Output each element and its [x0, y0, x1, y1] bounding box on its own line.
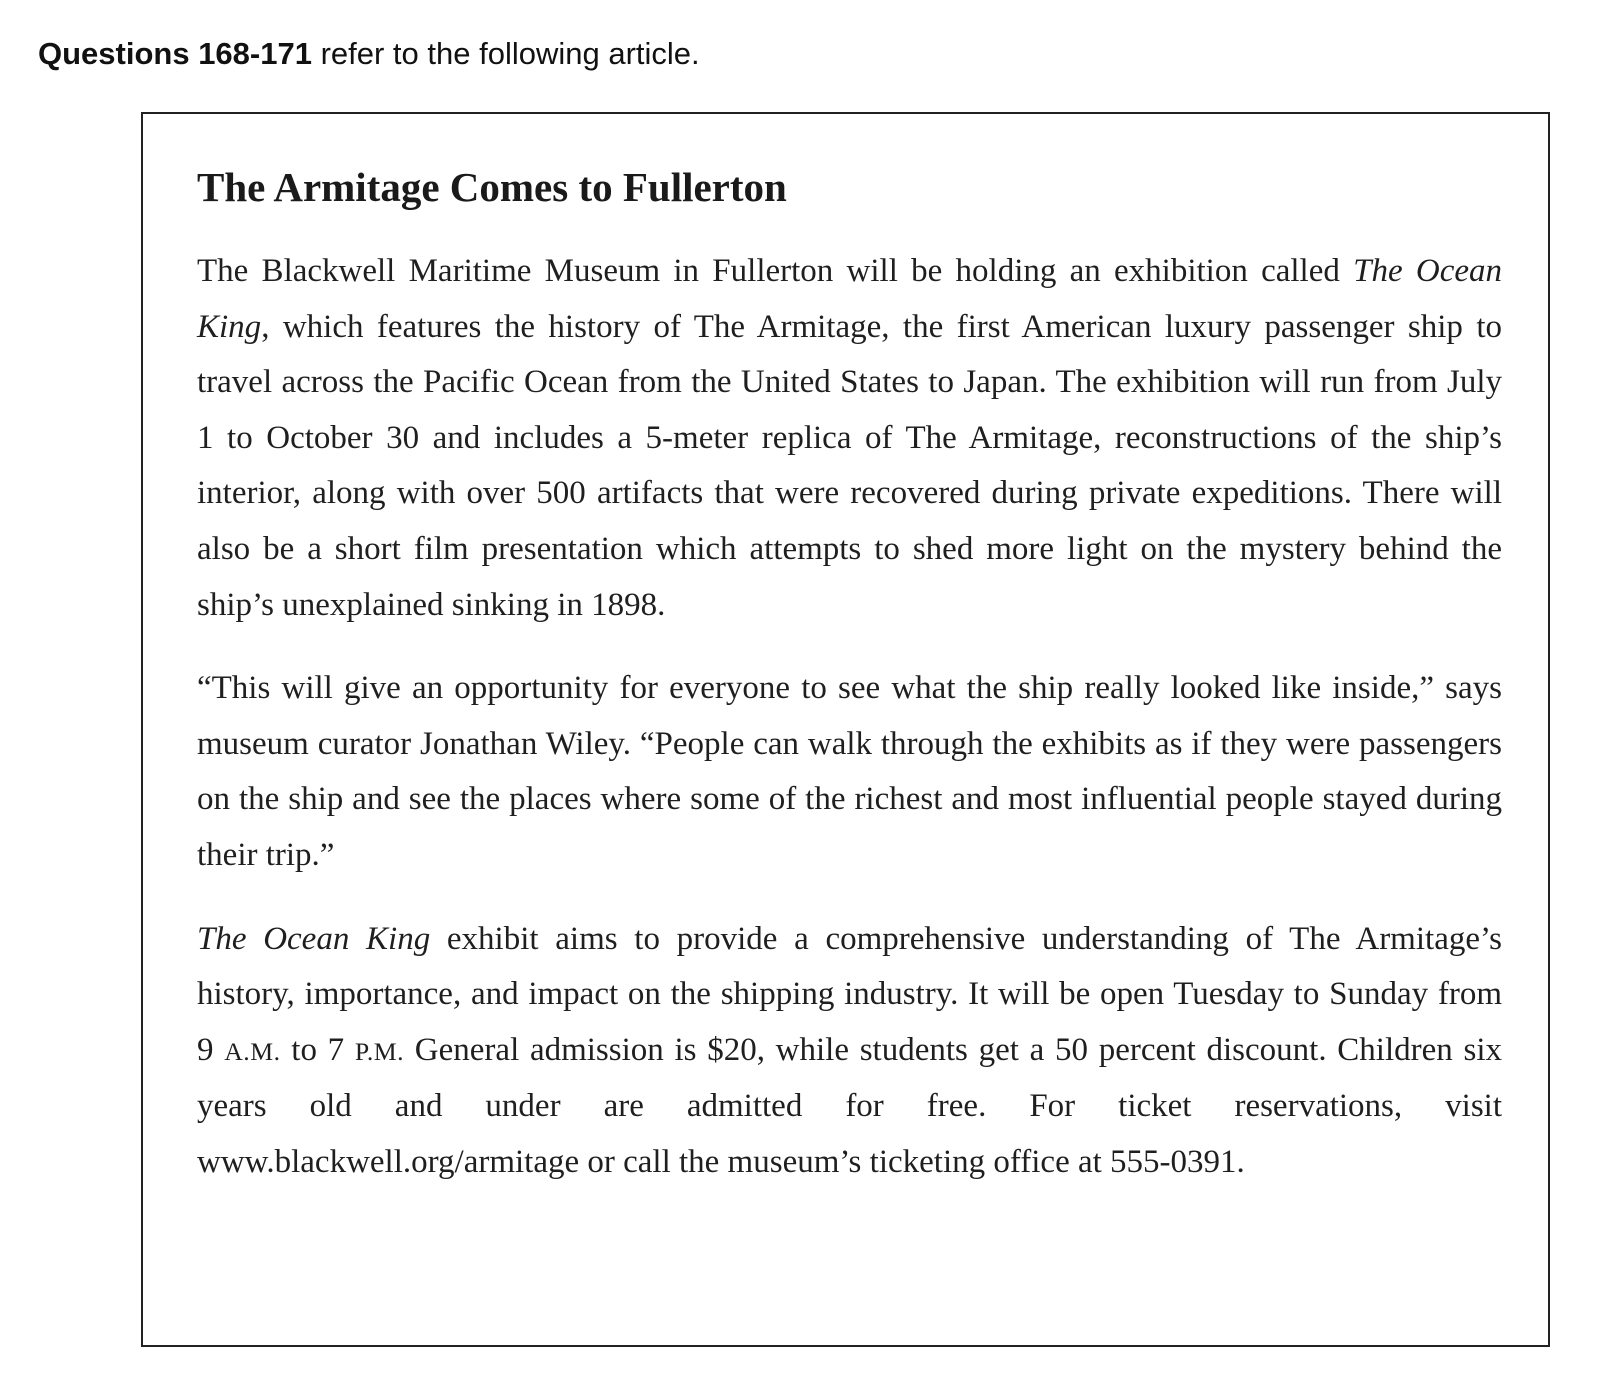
- instruction-text: refer to the following article.: [311, 36, 700, 71]
- paragraph-2-quote: “This will give an opportunity for everyone to see what the ship really looked like inside,” says museum curator Jonathan Wiley. “People can walk through the exhibits as if they were passengers on the ship and see the places where some of the richest and most influential people stayed during their trip.”: [197, 670, 1502, 873]
- paragraph-3: [197, 912, 1502, 1191]
- p1-body-text: , which features the history of The Armitage, the first American luxury passenger ship to travel across the Pacific Ocean from the United States to Japan. The exhibition will run from July 1 to October 30 and includes a 5-meter replica of The Armitage, reconstructions of the ship’s interior, along with over 500 artifacts that were recovered during private expeditions. There will also be a short film presentation which attempts to shed more light on the mystery behind the ship’s unexplained sinking in 1898.: [197, 308, 1502, 623]
- question-range: Questions 168-171: [38, 36, 312, 71]
- p1-intro-text: The Blackwell Maritime Museum in Fullerton will be holding an exhibition called: [197, 253, 1354, 289]
- article-body: [197, 244, 1502, 1191]
- p3-text-part3: General admission is $20, while students get a 50 percent discount. Children six years old and under are admitted for free. For ticket reservations, visit www.blackwell.org/armitage or call the museum’s ticketing office at 555-0391.: [197, 1031, 1502, 1180]
- time-pm: P.M.: [354, 1036, 405, 1066]
- paragraph-1: [197, 244, 1502, 633]
- exhibit-title: The Ocean King: [197, 920, 431, 957]
- time-am: A.M.: [224, 1036, 281, 1066]
- p3-text-part2: to 7: [280, 1031, 355, 1068]
- question-instruction: [38, 34, 700, 74]
- article-box: [141, 112, 1550, 1347]
- exhibit-title: The Ocean King: [197, 253, 1502, 345]
- article-title: The Armitage Comes to Fullerton: [197, 164, 787, 210]
- p3-text-part1: exhibit aims to provide a comprehensive understanding of The Armitage’s history, importance, and impact on the shipping industry. It will be open Tuesday to Sunday from 9: [197, 920, 1502, 1068]
